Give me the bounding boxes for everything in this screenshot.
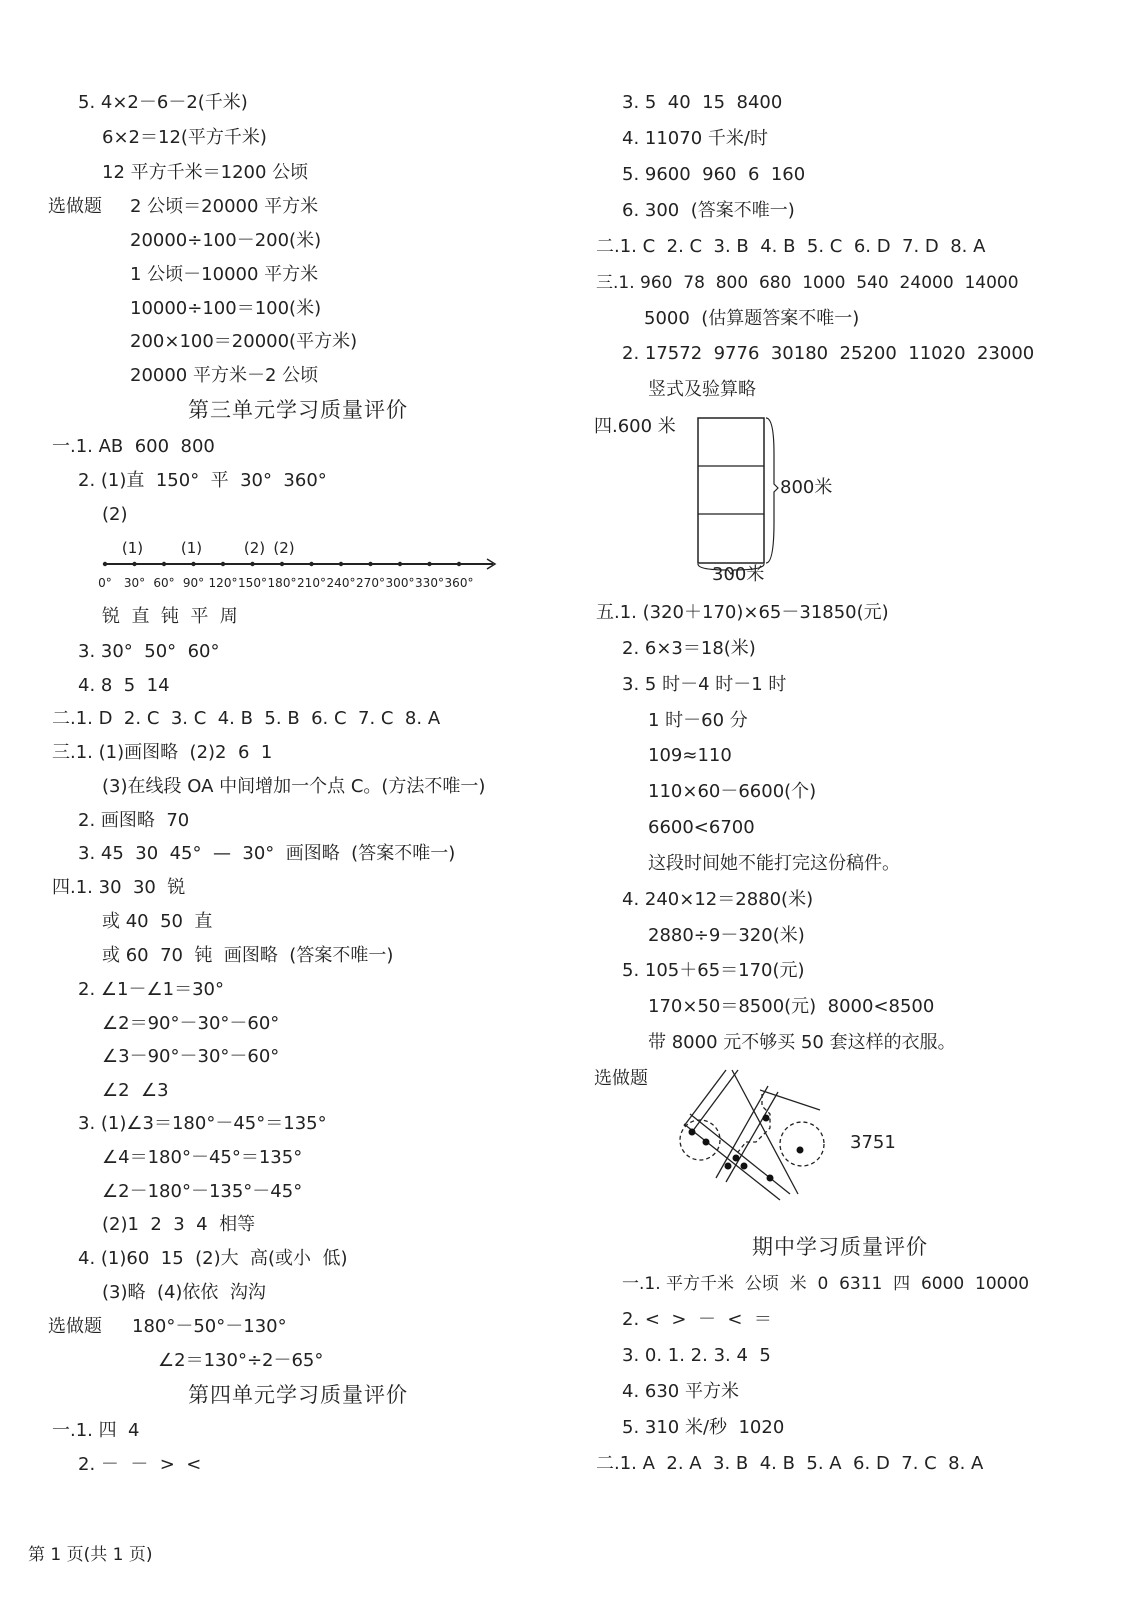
answer-line: 一.1. 平方千米 公顷 米 0 6311 四 6000 10000 — [622, 1274, 1030, 1294]
tick-mark — [132, 562, 136, 566]
answer-line: 3. 5 40 15 8400 — [622, 92, 783, 113]
tick-label: 210° — [297, 576, 326, 590]
angle-marker: (1) — [121, 539, 144, 557]
grid-answer: 3751 — [850, 1132, 896, 1153]
angle-marker: (2) — [243, 539, 266, 557]
answer-line: 10000÷100＝100(米) — [130, 298, 322, 319]
answer-line: 这段时间她不能打完这份稿件。 — [648, 853, 900, 874]
answer-line: ∠3－90°－30°－60° — [102, 1046, 280, 1067]
tick-mark — [309, 562, 313, 566]
answer-line: 4. (1)60 15 (2)大 高(或小 低) — [78, 1248, 348, 1269]
tick-label: 240° — [326, 576, 356, 590]
answer-line: 或 60 70 钝 画图略 (答案不唯一) — [102, 945, 394, 966]
answer-line: 3. 45 30 45° — 30° 画图略 (答案不唯一) — [78, 843, 456, 864]
street-line — [684, 1124, 780, 1200]
grid-point — [733, 1155, 740, 1162]
answer-line: 6. 300 (答案不唯一) — [622, 200, 795, 221]
answer-line: 带 8000 元不够买 50 套这样的衣服。 — [648, 1032, 956, 1053]
dashed-circle — [780, 1122, 824, 1166]
answer-line: 1 公顷－10000 平方米 — [130, 264, 319, 285]
tick-mark — [457, 562, 461, 566]
street-line — [726, 1092, 778, 1182]
answer-line: 四.1. 30 30 锐 — [52, 877, 186, 898]
answer-line: 1 时－60 分 — [648, 710, 748, 731]
tick-label: 120° — [208, 576, 238, 590]
answer-line: 5. 4×2－6－2(千米) — [78, 92, 248, 113]
answer-line: 4. 240×12＝2880(米) — [622, 889, 814, 910]
answer-line: 200×100＝20000(平方米) — [130, 331, 358, 352]
tick-mark — [368, 562, 372, 566]
tick-label: 60° — [153, 576, 175, 590]
side-length-label: 800米 — [780, 477, 833, 498]
tick-label: 270° — [356, 576, 385, 590]
tick-label: 90° — [182, 576, 205, 590]
answer-line: 3. 5 时－4 时－1 时 — [622, 674, 787, 695]
answer-line: 三.1. 960 78 800 680 1000 540 24000 14000 — [596, 273, 1019, 293]
section-label: 选做题 — [48, 1316, 102, 1337]
angle-marker: (1) — [180, 539, 203, 557]
tick-label: 180° — [267, 576, 297, 590]
tick-label: 150° — [238, 576, 267, 590]
grid-point — [767, 1175, 774, 1182]
tick-mark — [427, 562, 431, 566]
page-footer: 第 1 页(共 1 页) — [28, 1545, 153, 1565]
grid-point — [703, 1139, 710, 1146]
answer-line: 2. ∠1－∠1＝30° — [78, 979, 224, 1000]
angle-number-line — [95, 530, 505, 600]
dashed-route — [738, 1094, 770, 1152]
answer-line: 180°－50°－130° — [132, 1316, 287, 1337]
answer-line: 5000 (估算题答案不唯一) — [644, 308, 860, 329]
tick-label: 30° — [123, 576, 146, 590]
answer-line: 2. 画图略 70 — [78, 810, 190, 831]
answer-line: 2 公顷＝20000 平方米 — [130, 196, 319, 217]
answer-line: 5. 105＋65＝170(元) — [622, 960, 805, 981]
answer-line: 四.600 米 — [594, 416, 676, 437]
right-brace — [766, 418, 778, 563]
answer-line: 二.1. A 2. A 3. B 4. B 5. A 6. D 7. C 8. A — [596, 1453, 984, 1474]
tick-label: 360° — [444, 576, 474, 590]
answer-line: 6×2＝12(平方千米) — [102, 127, 267, 148]
answer-line: 5. 9600 960 6 160 — [622, 164, 806, 185]
answer-line: (2) — [102, 504, 128, 525]
answer-line: 109≈110 — [648, 745, 732, 766]
answer-line: 2. － － > < — [78, 1454, 202, 1475]
answer-line: 3. (1)∠3＝180°－45°＝135° — [78, 1113, 327, 1134]
tick-mark — [221, 562, 225, 566]
answer-line: 170×50＝8500(元) 8000<8500 — [648, 996, 935, 1017]
angle-marker: (2) — [273, 539, 295, 557]
tick-mark — [191, 562, 195, 566]
answer-line: 二.1. D 2. C 3. C 4. B 5. B 6. C 7. C 8. A — [52, 708, 441, 729]
unit3-title: 第三单元学习质量评价 — [188, 398, 408, 422]
bottom-length-label: 300米 — [712, 564, 765, 585]
answer-line: ∠4＝180°－45°＝135° — [102, 1147, 303, 1168]
tick-mark — [103, 562, 107, 566]
unit4-title: 第四单元学习质量评价 — [188, 1383, 408, 1407]
answer-line: 五.1. (320＋170)×65－31850(元) — [596, 602, 889, 623]
grid-point — [689, 1129, 696, 1136]
answer-line: 2. (1)直 150° 平 30° 360° — [78, 470, 327, 491]
section-label: 选做题 — [594, 1068, 648, 1089]
grid-point — [741, 1163, 748, 1170]
answer-line: 12 平方千米＝1200 公顷 — [102, 162, 309, 183]
answer-line: 6600<6700 — [648, 817, 755, 838]
answer-line: 3. 30° 50° 60° — [78, 641, 220, 662]
answer-line: 2. 6×3＝18(米) — [622, 638, 756, 659]
answer-line: 20000÷100－200(米) — [130, 230, 322, 251]
answer-line: ∠2－180°－135°－45° — [102, 1181, 303, 1202]
grid-point — [725, 1163, 732, 1170]
answer-line: 5. 310 米/秒 1020 — [622, 1417, 785, 1438]
section-label: 选做题 — [48, 196, 102, 217]
answer-line: 4. 630 平方米 — [622, 1381, 739, 1402]
street-line — [684, 1070, 726, 1126]
answer-line: ∠2＝90°－30°－60° — [102, 1013, 280, 1034]
answer-line: (2)1 2 3 4 相等 — [102, 1214, 256, 1235]
answer-line: 2. < > － < ＝ — [622, 1309, 772, 1330]
tick-mark — [250, 562, 254, 566]
field-rectangle — [698, 418, 764, 563]
midterm-title: 期中学习质量评价 — [752, 1235, 928, 1259]
answer-line: 三.1. (1)画图略 (2)2 6 1 — [52, 742, 273, 763]
tick-mark — [339, 562, 343, 566]
answer-line: 3. 0. 1. 2. 3. 4 5 — [622, 1345, 771, 1366]
answer-line: (3)在线段 OA 中间增加一个点 C。(方法不唯一) — [102, 776, 486, 797]
dashed-circle — [680, 1120, 720, 1160]
tick-label: 330° — [415, 576, 444, 590]
answer-line: 110×60－6600(个) — [648, 781, 817, 802]
answer-line: 20000 平方米－2 公顷 — [130, 365, 319, 386]
street-grid-diagram — [670, 1062, 840, 1202]
street-line — [690, 1114, 790, 1194]
answer-line: 或 40 50 直 — [102, 911, 213, 932]
answer-line: 二.1. C 2. C 3. B 4. B 5. C 6. D 7. D 8. A — [596, 236, 986, 257]
tick-label: 0° — [98, 576, 112, 590]
answer-line: 一.1. 四 4 — [52, 1420, 140, 1441]
grid-point — [797, 1147, 804, 1154]
answer-line: 锐 直 钝 平 周 — [102, 606, 238, 627]
answer-line: ∠2 ∠3 — [102, 1080, 169, 1101]
answer-line: 4. 11070 千米/时 — [622, 128, 768, 149]
answer-line: ∠2＝130°÷2－65° — [158, 1350, 324, 1371]
answer-line: 4. 8 5 14 — [78, 675, 170, 696]
street-line — [692, 1070, 738, 1132]
field-diagram — [690, 410, 840, 588]
answer-line: 2880÷9－320(米) — [648, 925, 805, 946]
tick-mark — [280, 562, 284, 566]
tick-mark — [162, 562, 166, 566]
answer-line: 2. 17572 9776 30180 25200 11020 23000 — [622, 343, 1035, 364]
tick-mark — [398, 562, 402, 566]
answer-line: (3)略 (4)依依 沟沟 — [102, 1282, 266, 1303]
answer-line: 一.1. AB 600 800 — [52, 436, 215, 457]
tick-label: 300° — [385, 576, 415, 590]
answer-line: 竖式及验算略 — [648, 379, 756, 400]
grid-point — [763, 1115, 770, 1122]
